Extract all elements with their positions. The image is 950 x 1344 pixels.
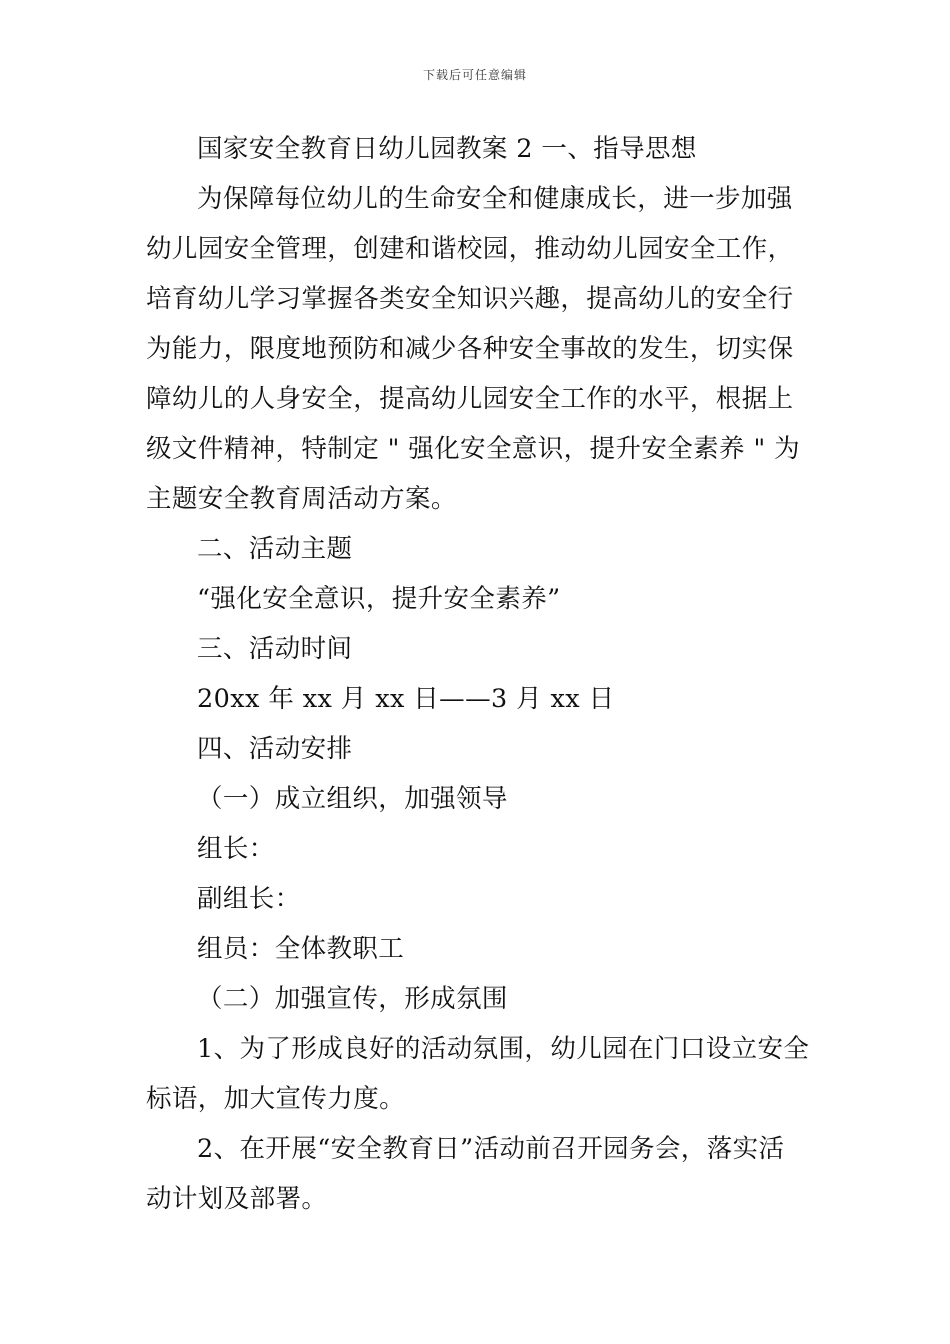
paragraph-line: 动计划及部署。	[146, 1184, 328, 1214]
paragraph-line: 级文件精神，特制定 " 强化安全意识，提升安全素养 " 为	[146, 434, 800, 464]
paragraph-line: 组长：	[197, 834, 275, 864]
paragraph-line: 为能力，限度地预防和减少各种安全事故的发生，切实保	[146, 334, 794, 364]
page-header-note: 下载后可任意编辑	[422, 68, 527, 82]
paragraph-line: 主题安全教育周活动方案。	[146, 484, 457, 514]
paragraph-line: 培育幼儿学习掌握各类安全知识兴趣，提高幼儿的安全行	[146, 284, 794, 314]
paragraph-line: 副组长：	[197, 884, 301, 914]
paragraph-line: 组员：全体教职工	[197, 934, 405, 964]
section-heading: 二、活动主题	[197, 534, 353, 564]
title-line: 国家安全教育日幼儿园教案 2 一、指导思想	[197, 134, 697, 164]
paragraph-line: 障幼儿的人身安全，提高幼儿园安全工作的水平，根据上	[146, 384, 794, 414]
subsection-heading: （一）成立组织，加强领导	[197, 784, 508, 814]
document-body	[146, 124, 810, 1224]
paragraph-line: 2、在开展“安全教育日”活动前召开园务会，落实活	[197, 1134, 785, 1164]
paragraph-line: 幼儿园安全管理，创建和谐校园，推动幼儿园安全工作，	[146, 234, 794, 264]
paragraph-line: 标语，加大宣传力度。	[146, 1084, 406, 1114]
paragraph-line: 1、为了形成良好的活动氛围，幼儿园在门口设立安全	[197, 1034, 810, 1064]
subsection-heading: （二）加强宣传，形成氛围	[197, 984, 508, 1014]
paragraph-line: 20xx 年 xx 月 xx 日——3 月 xx 日	[197, 684, 615, 714]
paragraph-line: 为保障每位幼儿的生命安全和健康成长，进一步加强	[197, 184, 793, 214]
paragraph-line: “强化安全意识，提升安全素养”	[197, 584, 561, 614]
section-heading: 三、活动时间	[197, 634, 353, 664]
section-heading: 四、活动安排	[197, 734, 353, 764]
